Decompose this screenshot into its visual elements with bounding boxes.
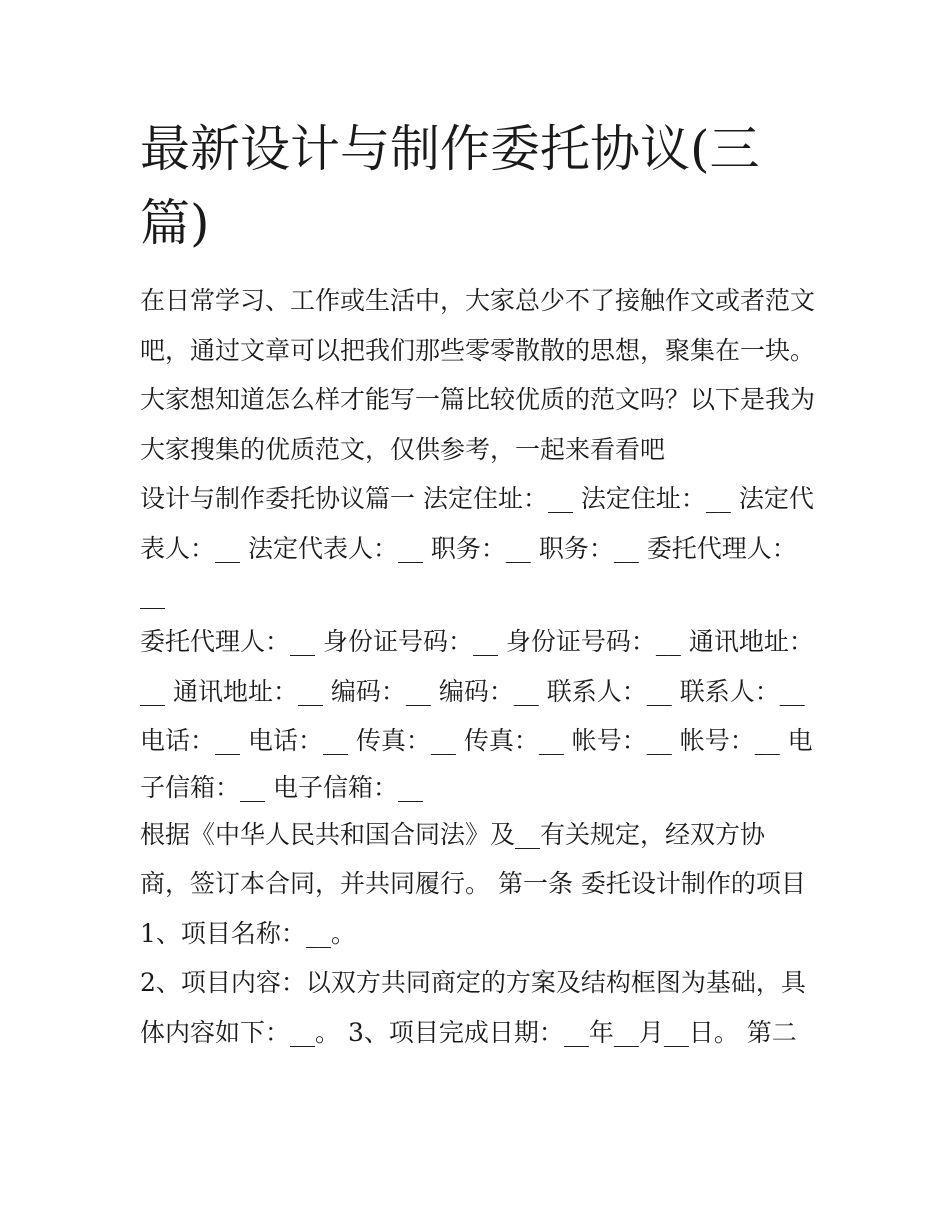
body-line: 2、项目内容：以双方共同商定的方案及结构框图为基础，具 xyxy=(140,968,806,997)
title-line-2: 篇) xyxy=(140,194,210,252)
document-body xyxy=(140,276,830,1057)
document-title xyxy=(140,112,820,260)
body-line: 电话：__ 电话：__ 传真：__ 传真：__ 帐号：__ 帐号：__ 电 xyxy=(140,726,813,755)
body-line: 表人：__ 法定代表人：__ 职务：__ 职务：__ 委托代理人： xyxy=(140,533,797,563)
body-line: 吧，通过文章可以把我们那些零零散散的思想，聚集在一块。 xyxy=(140,335,816,365)
body-line: 体内容如下：__。 3、项目完成日期：__年__月__日。 第二 xyxy=(140,1017,797,1047)
body-line: __ xyxy=(140,580,165,609)
body-line: 1、项目名称：__。 xyxy=(140,918,356,948)
body-line: 大家搜集的优质范文，仅供参考，一起来看看吧 xyxy=(140,434,666,464)
body-line: 设计与制作委托协议篇一 法定住址：__ 法定住址：__ 法定代 xyxy=(140,484,814,513)
body-line: 大家想知道怎么样才能写一篇比较优质的范文吗？以下是我为 xyxy=(140,385,816,414)
body-line: __ 通讯地址：__ 编码：__ 编码：__ 联系人：__ 联系人：__ xyxy=(140,676,805,706)
body-line: 子信箱：__ 电子信箱：__ xyxy=(140,772,423,802)
title-line-1: 最新设计与制作委托协议(三 xyxy=(140,120,760,178)
body-line: 在日常学习、工作或生活中，大家总少不了接触作文或者范文 xyxy=(140,286,816,315)
body-line: 商，签订本合同，并共同履行。 第一条 委托设计制作的项目 xyxy=(140,869,806,898)
body-line: 委托代理人：__ 身份证号码：__ 身份证号码：__ 通讯地址： xyxy=(140,627,814,656)
body-line: 根据《中华人民共和国合同法》及__有关规定，经双方协 xyxy=(140,819,766,849)
